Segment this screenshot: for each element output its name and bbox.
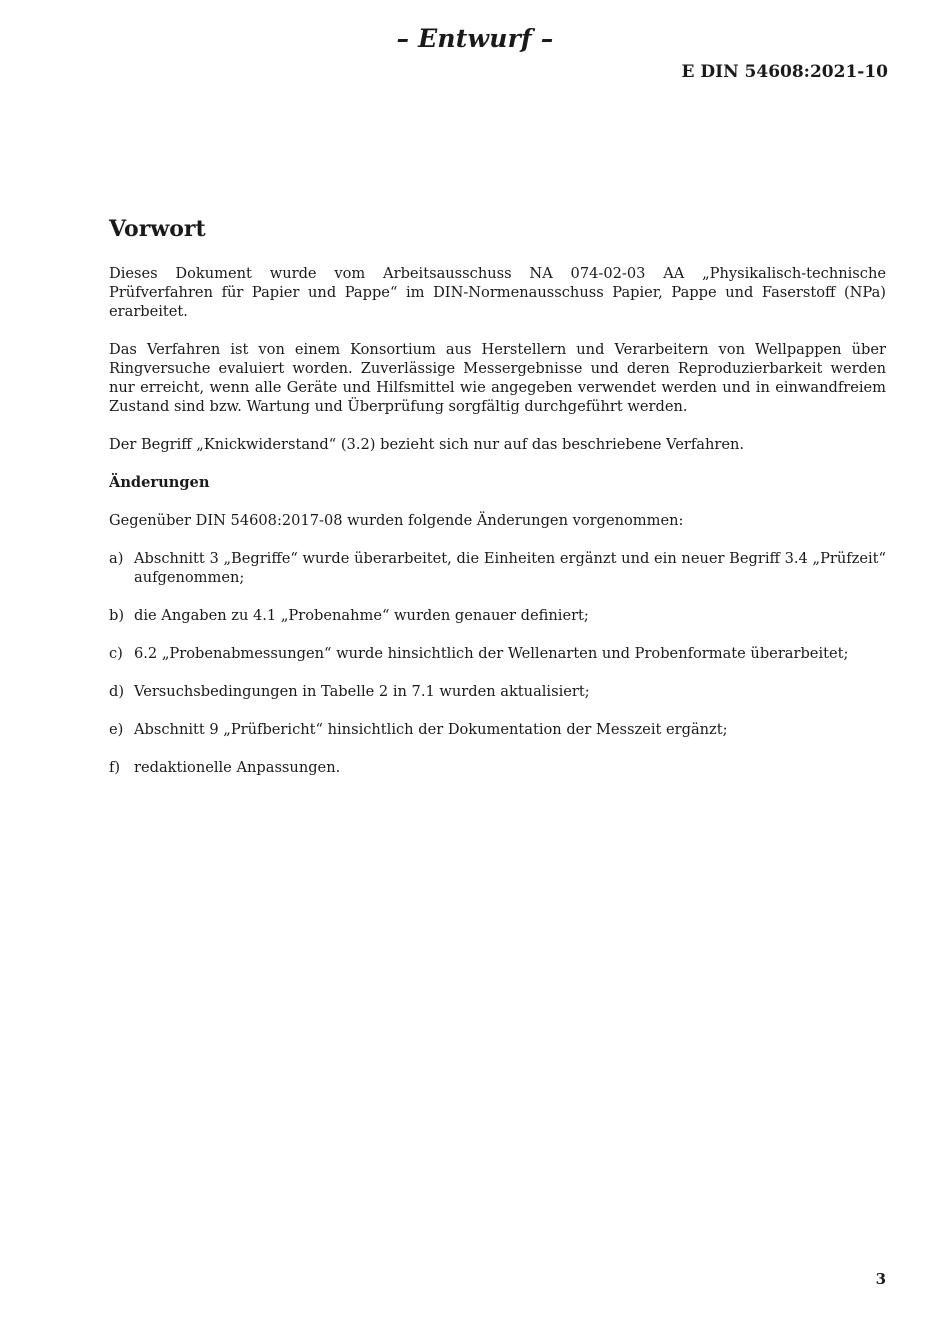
list-item <box>109 644 886 663</box>
changes-intro: Gegenüber DIN 54608:2017-08 wurden folgende Änderungen vorgenommen: <box>109 512 684 529</box>
list-item-marker: c) <box>109 645 123 662</box>
changes-heading: Änderungen <box>109 474 210 491</box>
list-item-marker: f) <box>109 759 121 776</box>
list-item-text: Abschnitt 9 „Prüfbericht“ hinsichtlich der Dokumentation der Messzeit ergänzt; <box>134 721 728 738</box>
list-item-marker: b) <box>109 607 125 624</box>
list-item <box>109 720 886 739</box>
paragraph-procedure: Das Verfahren ist von einem Konsortium aus Herstellern und Verarbeitern von Wellpappen über Ringversuche evaluiert worden. Zuverlässige Messergebnisse und deren Reproduzierbarkeit werden nur erreicht, wenn alle Geräte und Hilfsmittel wie angegeben verwendet werden und in einwandfreiem Zustand sind bzw. Wartung und Überprüfung sorgfältig durchgeführt werden. <box>109 341 886 415</box>
page-number: 3 <box>875 1270 886 1288</box>
list-item-text: 6.2 „Probenabmessungen“ wurde hinsichtlich der Wellenarten und Probenformate überarbeitet; <box>134 645 849 662</box>
list-item-text: Abschnitt 3 „Begriffe“ wurde überarbeitet, die Einheiten ergänzt und ein neuer Begriff 3.4 „Prüfzeit“ aufgenommen; <box>134 550 886 586</box>
paragraph-term: Der Begriff „Knickwiderstand“ (3.2) bezieht sich nur auf das beschriebene Verfahren. <box>109 436 744 453</box>
changes-list <box>109 549 886 777</box>
list-item <box>109 682 886 701</box>
list-item-marker: e) <box>109 721 124 738</box>
list-item-marker: d) <box>109 683 125 700</box>
list-item-text: Versuchsbedingungen in Tabelle 2 in 7.1 wurden aktualisiert; <box>134 683 590 700</box>
list-item-text: die Angaben zu 4.1 „Probenahme“ wurden genauer definiert; <box>134 607 589 624</box>
paragraph-committee: Dieses Dokument wurde vom Arbeitsausschuss NA 074-02-03 AA „Physikalisch-technische Prüfverfahren für Papier und Pappe“ im DIN-Normenausschuss Papier, Pappe und Faserstoff (NPa) erarbeitet. <box>109 265 886 320</box>
draft-mark: – Entwurf – <box>396 24 554 53</box>
document-id: E DIN 54608:2021-10 <box>681 62 888 82</box>
page-content <box>109 216 886 796</box>
list-item <box>109 606 886 625</box>
list-item <box>109 758 886 777</box>
section-title: Vorwort <box>109 216 206 242</box>
list-item-text: redaktionelle Anpassungen. <box>134 759 341 776</box>
list-item <box>109 549 886 587</box>
list-item-marker: a) <box>109 550 124 567</box>
